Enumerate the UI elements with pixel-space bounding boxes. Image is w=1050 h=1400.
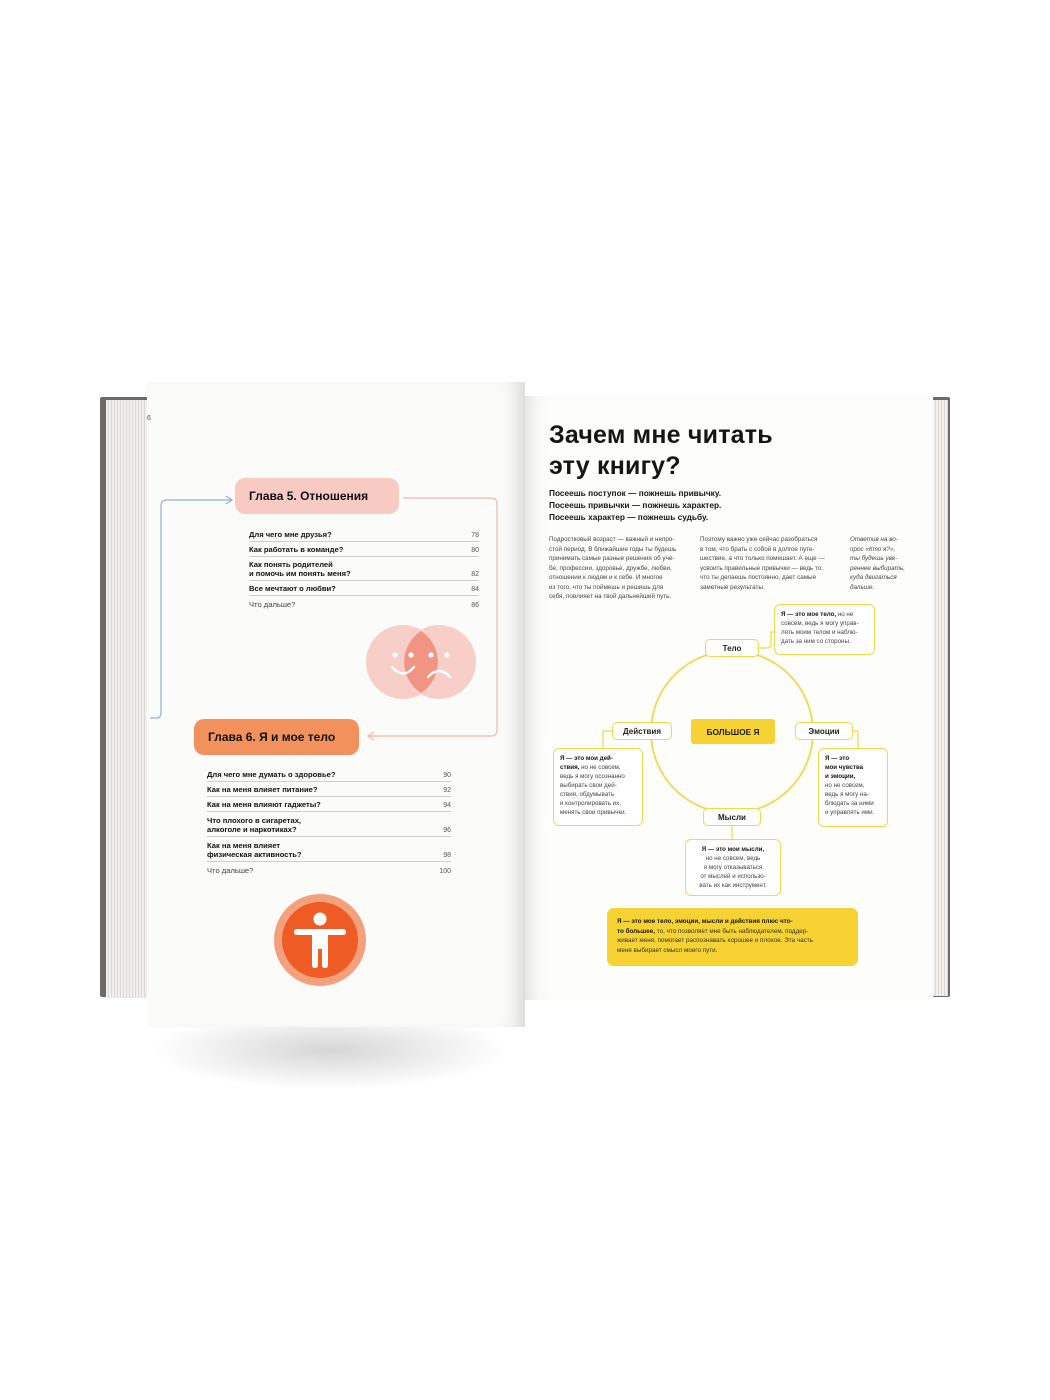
intro-column-3 <box>850 535 922 592</box>
toc-item-page: 84 <box>471 586 479 593</box>
note-text: вать их как инструмент. <box>699 882 767 889</box>
text-line: бе, профессии, здоровье, дружбе, любви, <box>549 564 672 572</box>
text-line: Поэтому важно уже сейчас разобраться <box>700 536 818 543</box>
note-bold: Я — это мои дей- <box>560 755 613 762</box>
toc-item-title <box>207 841 431 859</box>
toc-item <box>249 596 479 611</box>
text-line: Ответив на во- <box>850 536 898 543</box>
toc-item <box>207 797 451 812</box>
summary-bold: то большее, <box>617 927 656 935</box>
intro-column-2 <box>700 535 842 592</box>
page-title-line: эту книгу? <box>549 452 681 480</box>
note-text: я могу отказываться <box>703 864 763 871</box>
toc-item-title: Для чего мне думать о здоровье? <box>207 770 336 779</box>
text-line: отношении к людям и к себе. И многое <box>549 574 663 581</box>
happy-sad-faces-icon <box>365 623 477 701</box>
toc-item-title <box>207 816 431 834</box>
toc-item-page: 78 <box>471 532 479 539</box>
note-actions <box>553 748 643 826</box>
text-line: заметные результаты. <box>700 583 765 591</box>
toc-item-page: 98 <box>443 852 451 859</box>
note-text: менять свои привычки. <box>560 809 627 816</box>
chapter6-toc <box>207 767 451 877</box>
note-emotions <box>818 748 888 827</box>
proverb-line: Посеешь привычки — пожнешь характер. <box>549 500 722 510</box>
text-line: что ты делаешь постоянно, дает самые <box>700 574 817 581</box>
note-text: ведь я могу на- <box>825 791 869 798</box>
toc-item-page: 92 <box>443 787 451 794</box>
toc-item-page: 96 <box>443 827 451 834</box>
note-bold: Я — это мое тело, <box>781 611 837 618</box>
toc-item <box>249 557 479 581</box>
proverb-line: Посеешь поступок — пожнешь привычку. <box>549 488 722 498</box>
person-icon-inner <box>282 902 358 978</box>
intro-column-1 <box>549 535 693 602</box>
page-number: 6 <box>147 415 151 422</box>
toc-item-title-line: и помочь им понять меня? <box>249 569 351 578</box>
toc-item-title-line: алкоголе и наркотиках? <box>207 825 297 834</box>
toc-item-page: 100 <box>439 868 451 875</box>
toc-item-title-line: физическая активность? <box>207 850 302 859</box>
toc-item-page: 80 <box>471 547 479 554</box>
note-thoughts <box>685 839 781 896</box>
note-text: ствия, обдумывать <box>560 791 615 798</box>
text-line: себя, повлияет на твой дальнейший путь. <box>549 593 672 600</box>
right-page <box>525 396 933 1000</box>
toc-item-page: 90 <box>443 772 451 779</box>
toc-item <box>207 837 451 862</box>
note-text: лять моим телом и наблю- <box>781 629 858 636</box>
toc-item <box>207 812 451 837</box>
diagram-node-body: Тело <box>705 639 759 657</box>
note-text: выбирать свои дей- <box>560 782 617 789</box>
note-text: но не совсем, ведь <box>705 855 761 862</box>
note-bold: Я — это <box>825 755 850 762</box>
text-line: Подростковый возраст — важный и непро- <box>549 536 675 543</box>
toc-item-title: Что дальше? <box>207 866 254 875</box>
left-page <box>147 382 525 1027</box>
page-title-line: Зачем мне читать <box>549 421 773 449</box>
page-edges-left <box>106 400 150 998</box>
text-line: шествие, а что только помешает. А еще — <box>700 555 825 562</box>
toc-item-title: Все мечтают о любви? <box>249 584 336 593</box>
text-line: усвоить правильные привычки — ведь то, <box>700 564 823 572</box>
note-text: совсем, ведь я могу управ- <box>781 620 859 627</box>
toc-item-page: 86 <box>471 602 479 609</box>
note-text: но не совсем, <box>579 764 621 771</box>
text-line: в том, что брать с собой в долгое путе- <box>700 545 815 553</box>
chapter6-heading: Глава 6. Я и мое тело <box>194 719 359 755</box>
toc-item <box>207 767 451 782</box>
summary-box <box>607 908 858 966</box>
diagram-node-thoughts: Мысли <box>703 808 761 826</box>
note-body <box>774 604 875 655</box>
text-line: куда двигаться <box>850 574 897 581</box>
toc-item-title: Для чего мне друзья? <box>249 530 332 539</box>
person-icon <box>274 894 366 986</box>
diagram-node-actions: Действия <box>612 722 672 740</box>
toc-item <box>249 527 479 542</box>
note-bold: мои чувства <box>825 764 864 771</box>
note-bold: Я — это мои мысли, <box>701 846 765 853</box>
summary-text: живает меня, помогает распознавать хорошее и плохое. Эта часть <box>617 937 813 945</box>
summary-text: то, что позволяет мне быть наблюдателем, поддер- <box>655 927 809 935</box>
toc-item-title: Как на меня влияет питание? <box>207 785 318 794</box>
diagram-center-label: БОЛЬШОЕ Я <box>691 719 775 744</box>
text-line: из того, что ты поймешь и решишь для <box>549 583 664 591</box>
toc-item <box>249 542 479 557</box>
note-bold: и эмоции, <box>825 773 856 780</box>
toc-item <box>207 862 451 877</box>
text-line: реннее выбирать, <box>850 564 905 572</box>
note-text: и контролировать их, <box>560 800 621 807</box>
note-text: от мыслей и использо- <box>700 873 766 880</box>
text-line: ты будешь уве- <box>850 555 898 562</box>
toc-item <box>207 782 451 797</box>
note-text: но не <box>836 611 854 618</box>
note-bold: ствия, <box>560 764 580 771</box>
chapter5-heading: Глава 5. Отношения <box>235 478 399 514</box>
toc-item-title: Как на меня влияют гаджеты? <box>207 800 321 809</box>
note-text: дать за ним со стороны. <box>781 638 851 645</box>
note-text: ведь я могу осознанно <box>560 773 625 780</box>
summary-text: меня выбирает смысл моего пути. <box>617 946 718 954</box>
toc-item-page: 82 <box>471 571 479 578</box>
text-line: стой период. В ближайшие годы ты будешь <box>549 545 677 553</box>
toc-item-title-line: Как понять родителей <box>249 560 333 569</box>
proverbs <box>549 487 799 523</box>
toc-item-title: Что дальше? <box>249 600 296 609</box>
summary-bold: Я — это мое тело, эмоции, мысли и действия плюс что- <box>617 918 793 925</box>
toc-item-title: Как работать в команде? <box>249 545 344 554</box>
toc-item-page: 94 <box>443 802 451 809</box>
text-line: прос «Кто я?», <box>850 545 896 553</box>
chapter5-toc <box>249 527 479 611</box>
note-text: но не совсем, <box>825 782 865 789</box>
toc-item <box>249 581 479 596</box>
note-text: блюдать за ними <box>825 800 874 807</box>
diagram-node-emotions: Эмоции <box>795 722 853 740</box>
note-text: и управлять ими. <box>825 809 875 816</box>
text-line: дальше. <box>850 583 875 591</box>
toc-item-title-line: Как на меня влияет <box>207 841 281 850</box>
toc-item-title <box>249 560 459 578</box>
toc-item-title-line: Что плохого в сигаретах, <box>207 816 302 825</box>
text-line: принимать самые разные решения об уче- <box>549 555 675 562</box>
page-title <box>549 420 849 482</box>
proverb-line: Посеешь характер — пожнешь судьбу. <box>549 512 709 522</box>
